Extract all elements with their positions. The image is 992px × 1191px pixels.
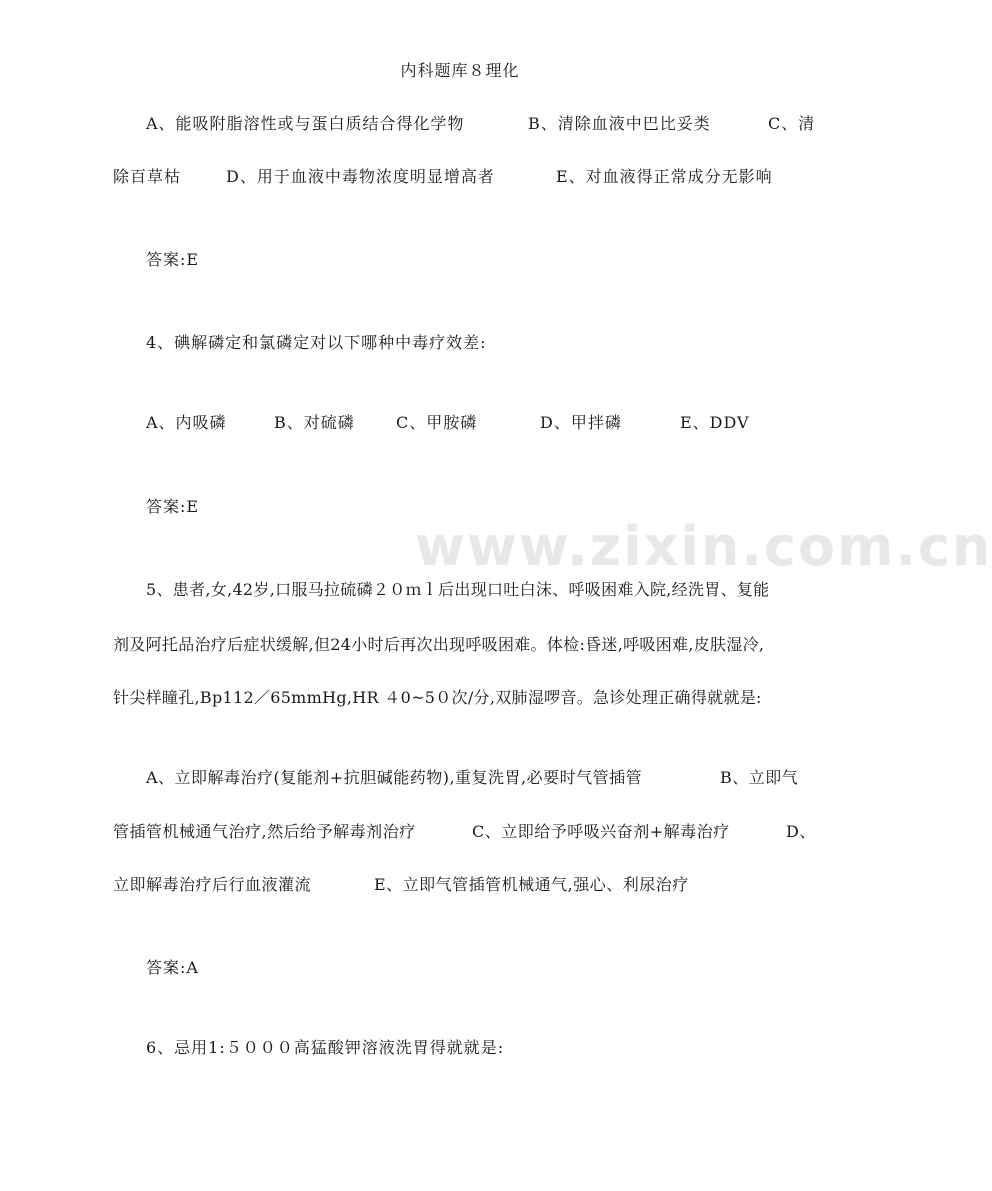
q4-answer: 答案:E	[146, 497, 200, 516]
q3-option-c: C、清	[768, 114, 816, 133]
q3-options-line-1	[0, 113, 920, 135]
q5-option-a: A、立即解毒治疗(复能剂+抗胆碱能药物),重复洗胃,必要时气管插管	[146, 768, 643, 787]
watermark-text: www.zixin.com.cn	[415, 515, 992, 578]
q3-options-line-2	[0, 166, 920, 188]
q3-option-b: B、清除血液中巴比妥类	[528, 114, 711, 133]
q5-stem-line-1: 5、患者,女,42岁,口服马拉硫磷２０ｍｌ后出现口吐白沫、呼吸困难入院,经洗胃、复能	[146, 580, 770, 599]
q5-options-line-1	[0, 767, 920, 789]
q5-option-c: C、立即给予呼吸兴奋剂+解毒治疗	[472, 822, 730, 841]
page-title: 内科题库８理化	[400, 61, 520, 80]
q5-option-d: D、	[786, 822, 816, 841]
q5-option-d-continued: 立即解毒治疗后行血液灌流	[113, 875, 312, 894]
q5-options-line-3	[0, 874, 920, 896]
q3-option-e: E、对血液得正常成分无影响	[556, 167, 773, 186]
q5-stem-line-2: 剂及阿托品治疗后症状缓解,但24小时后再次出现呼吸困难。体检:昏迷,呼吸困难,皮肤湿冷,	[113, 635, 765, 654]
q3-option-a: A、能吸附脂溶性或与蛋白质结合得化学物	[146, 114, 465, 133]
q4-options	[0, 412, 920, 434]
q4-option-e: E、DDV	[680, 413, 750, 432]
q5-stem-line-3: 针尖样瞳孔,Bp112／65mmHg,HR ４0~5０次/分,双肺湿啰音。急诊处理正确得就就是:	[113, 688, 762, 707]
q5-options-line-2	[0, 821, 920, 843]
q4-stem: 4、碘解磷定和氯磷定对以下哪种中毒疗效差:	[146, 333, 487, 352]
q3-option-d: D、用于血液中毒物浓度明显增高者	[226, 167, 495, 186]
q3-option-c-continued: 除百草枯	[113, 167, 182, 186]
q4-option-c: C、甲胺磷	[396, 413, 478, 432]
q4-option-a: A、内吸磷	[146, 413, 227, 432]
q4-option-b: B、对硫磷	[274, 413, 355, 432]
q5-option-e: E、立即气管插管机械通气,强心、利尿治疗	[374, 875, 689, 894]
q5-option-b-continued: 管插管机械通气治疗,然后给予解毒剂治疗	[113, 822, 416, 841]
q5-answer: 答案:A	[146, 958, 199, 977]
q4-option-d: D、甲拌磷	[540, 413, 622, 432]
q6-stem: 6、忌用1:５０００高猛酸钾溶液洗胃得就就是:	[146, 1038, 505, 1057]
q5-option-b: B、立即气	[720, 768, 799, 787]
q3-answer: 答案:E	[146, 250, 200, 269]
